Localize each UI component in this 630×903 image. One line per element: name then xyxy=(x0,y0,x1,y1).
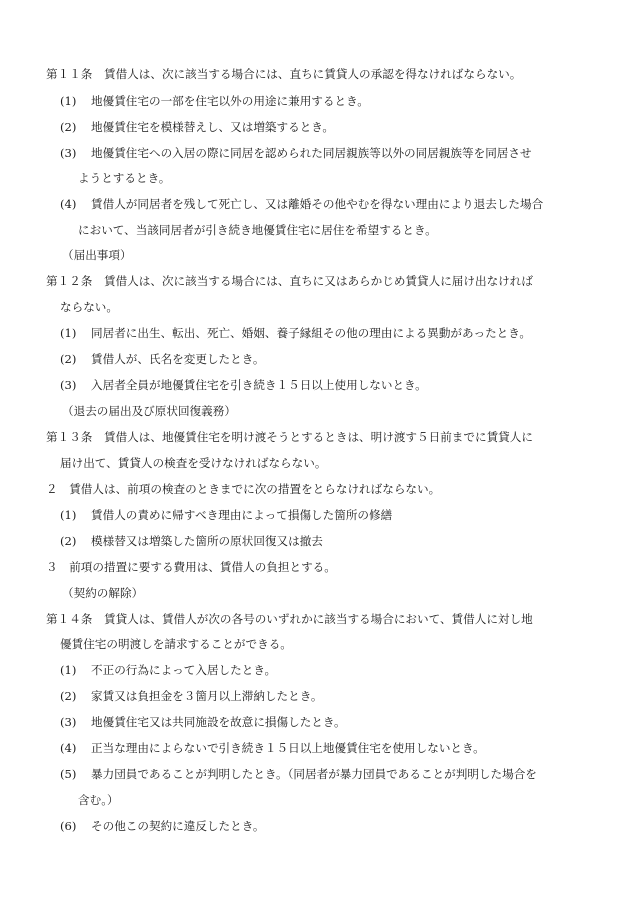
article-14-item-5-continued: 含む。） xyxy=(78,793,119,807)
item-text: 地優賃住宅を模様替えし、又は増築するとき。 xyxy=(91,120,335,134)
article-14-heading-continued: 優賃住宅の明渡しを請求することができる。 xyxy=(60,637,292,651)
item-text: 賃借人の責めに帰すべき理由によって損傷した箇所の修繕 xyxy=(91,508,393,522)
item-number: (4) xyxy=(60,197,77,211)
article-12-caption: （届出事項） xyxy=(62,248,132,262)
item-number: (2) xyxy=(60,352,77,366)
item-number: (1) xyxy=(60,663,77,677)
article-14-caption: （契約の解除） xyxy=(62,586,144,600)
item-number: (1) xyxy=(60,94,77,108)
item-text: 地優賃住宅への入居の際に同居を認められた同居親族等以外の同居親族等を同居させ xyxy=(91,146,532,160)
item-text: 模様替又は増築した箇所の原状回復又は撤去 xyxy=(91,534,323,548)
article-12-heading-continued: ならない。 xyxy=(60,300,118,314)
item-number: (5) xyxy=(60,767,77,781)
item-text: その他この契約に違反したとき。 xyxy=(91,819,265,833)
item-text: 地優賃住宅の一部を住宅以外の用途に兼用するとき。 xyxy=(91,94,369,108)
item-text: 地優賃住宅又は共同施設を故意に損傷したとき。 xyxy=(91,715,346,729)
article-11-heading: 第１１条 賃借人は、次に該当する場合には、直ちに賃貸人の承認を得なければならない。 xyxy=(46,67,522,81)
item-number: (3) xyxy=(60,378,77,392)
item-text: 家賃又は負担金を３箇月以上滞納したとき。 xyxy=(91,689,323,703)
item-number: (2) xyxy=(60,534,77,548)
item-number: (1) xyxy=(60,508,77,522)
item-text: 正当な理由によらないで引き続き１５日以上地優賃住宅を使用しないとき。 xyxy=(91,741,485,755)
item-text: 賃借人が同居者を残して死亡し、又は離婚その他やむを得ない理由により退去した場合 xyxy=(91,197,544,211)
item-number: (4) xyxy=(60,741,77,755)
item-text: 同居者に出生、転出、死亡、婚姻、養子縁組その他の理由による異動があったとき。 xyxy=(91,326,531,340)
item-number: (2) xyxy=(60,120,77,134)
item-number: (1) xyxy=(60,326,77,340)
article-13-paragraph-3: ３ 前項の措置に要する費用は、賃借人の負担とする。 xyxy=(46,560,336,574)
article-13-paragraph-2: ２ 賃借人は、前項の検査のときまでに次の措置をとらなければならない。 xyxy=(46,482,441,496)
item-number: (6) xyxy=(60,819,77,833)
article-12-heading: 第１２条 賃借人は、次に該当する場合には、直ちに又はあらかじめ賃貸人に届け出なければ xyxy=(46,274,533,288)
item-text: 暴力団員であることが判明したとき。（同居者が暴力団員であることが判明した場合を xyxy=(91,767,537,781)
article-13-heading-continued: 届け出て、賃貸人の検査を受けなければならない。 xyxy=(60,456,327,470)
article-14-heading: 第１４条 賃貸人は、賃借人が次の各号のいずれかに該当する場合において、賃借人に対し地 xyxy=(46,612,533,626)
item-number: (3) xyxy=(60,715,77,729)
item-text: 入居者全員が地優賃住宅を引き続き１５日以上使用しないとき。 xyxy=(91,378,427,392)
item-number: (3) xyxy=(60,146,77,160)
item-text: 賃借人が、氏名を変更したとき。 xyxy=(91,352,265,366)
article-11-item-3-continued: ようとするとき。 xyxy=(78,171,171,185)
item-text: 不正の行為によって入居したとき。 xyxy=(91,663,277,677)
article-13-heading: 第１３条 賃借人は、地優賃住宅を明け渡そうとするときは、明け渡す５日前までに賃貸人に xyxy=(46,430,533,444)
article-13-caption: （退去の届出及び原状回復義務） xyxy=(62,404,236,418)
item-number: (2) xyxy=(60,689,77,703)
article-11-item-4-continued: において、当該同居者が引き続き地優賃住宅に居住を希望するとき。 xyxy=(78,223,437,237)
